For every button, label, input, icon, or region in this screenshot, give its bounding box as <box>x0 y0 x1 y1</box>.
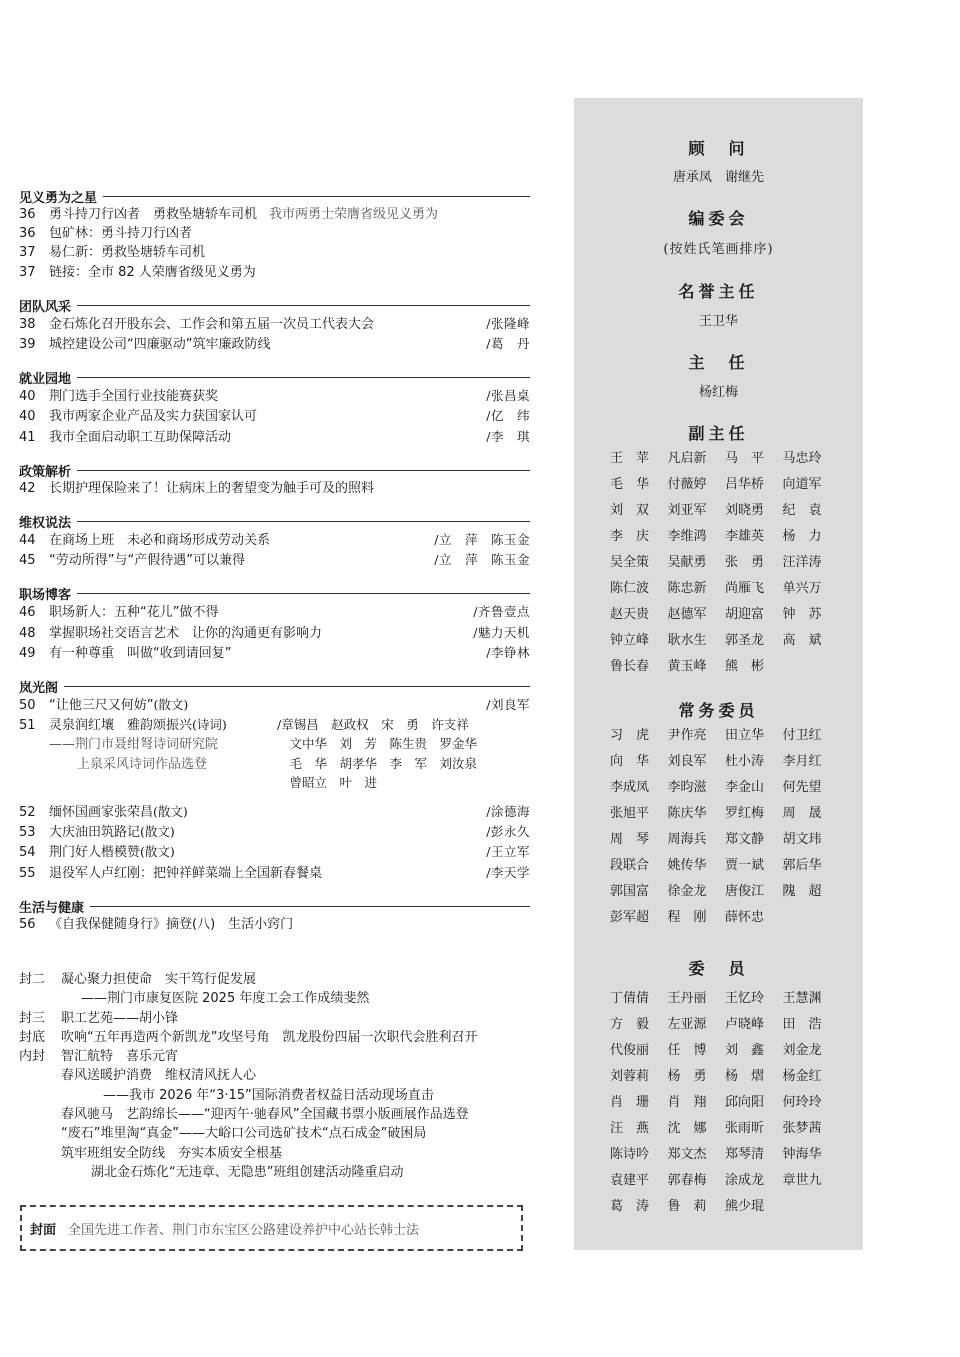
board-member-name: 王 苹 <box>610 451 650 466</box>
entry-title <box>49 428 486 447</box>
board-member-name: 钟立峰 <box>610 633 650 648</box>
board-member-name: 邱向阳 <box>725 1095 765 1110</box>
committee-heading: 编委会 <box>688 209 749 228</box>
deputy-heading: 副主任 <box>688 424 749 443</box>
board-member-name: 郑文静 <box>725 832 765 847</box>
entry-title-text: 《自我保健随身行》摘登(八) 生活小窍门 <box>49 916 294 932</box>
board-member-name: 钟海华 <box>782 1147 822 1162</box>
board-member-name: 黄玉峰 <box>667 659 707 674</box>
toc-row <box>19 263 530 282</box>
entry-title-text: 易仁新：勇救坠塘轿车司机 <box>49 245 206 261</box>
board-member-name: 陈庆华 <box>667 806 707 821</box>
poem-author-line: /章锡昌 赵政权 宋 勇 许支祥 <box>277 717 469 733</box>
board-member-name: 刘 双 <box>610 503 650 518</box>
board-member-name: 代俊丽 <box>610 1043 650 1058</box>
board-member-name: 肖 翔 <box>667 1095 707 1110</box>
poem-left <box>19 715 277 792</box>
poem-subtitle-1: ——荆门市聂绀弩诗词研究院 <box>49 737 219 753</box>
board-member-name: 葛 涛 <box>610 1199 650 1214</box>
board-member-name: 李 庆 <box>610 529 650 544</box>
board-member-name: 何玲玲 <box>782 1095 822 1110</box>
entry-title <box>49 263 530 282</box>
entry-author: /立 萍 陈玉金 <box>434 532 530 548</box>
entry-author: /王立军 <box>486 844 530 860</box>
section-rule <box>77 521 530 522</box>
board-member-name: 鲁长春 <box>610 659 650 674</box>
section-title: 团队风采 <box>19 299 72 315</box>
page-number: 45 <box>19 553 36 569</box>
board-member-name: 单兴万 <box>782 581 822 596</box>
poem-subtitle-2: 上泉采风诗词作品选登 <box>77 756 208 772</box>
cover-title: 智汇航特 喜乐元宵 <box>61 1049 179 1065</box>
section-title: 岚光阁 <box>19 681 59 697</box>
board-member-name: 周 琴 <box>610 832 650 847</box>
poem-author-line: 曾昭立 叶 进 <box>277 774 378 790</box>
section-heading <box>19 513 530 530</box>
entry-author: /葛 丹 <box>486 336 530 352</box>
entry-title <box>49 315 486 334</box>
entry-title <box>49 695 486 715</box>
toc-row <box>19 602 530 622</box>
board-member-name: 杨金红 <box>782 1069 822 1084</box>
entry-genre: (诗词) <box>192 717 227 733</box>
toc-row <box>19 695 530 715</box>
section-title: 就业园地 <box>19 372 72 388</box>
entry-title-text: “劳动所得”与“产假待遇”可以兼得 <box>49 553 245 569</box>
page-number: 51 <box>19 718 36 734</box>
board-member-name: 徐金龙 <box>667 884 707 899</box>
board-member-name: 王慧渊 <box>782 991 822 1006</box>
toc-row <box>19 863 530 883</box>
entry-title <box>49 243 530 262</box>
board-member-name: 李昀滋 <box>667 780 707 795</box>
poem-title-row <box>19 715 277 735</box>
section-heading <box>19 188 530 205</box>
entry-title-text: 有一种尊重 叫做“收到请回复” <box>49 645 232 661</box>
page-number: 39 <box>19 337 36 353</box>
board-member-name: 贾一斌 <box>725 858 765 873</box>
entry-title <box>49 864 486 883</box>
board-member-name: 罗红梅 <box>725 806 765 821</box>
entry-title <box>49 915 530 934</box>
entry-author: /魅力天机 <box>473 624 530 640</box>
page-number: 44 <box>19 533 36 549</box>
entry-title <box>49 842 486 862</box>
standing-grid <box>610 723 840 931</box>
toc-section-languangge <box>19 678 530 883</box>
page-number: 53 <box>19 825 36 841</box>
board-member-name: 田立华 <box>725 728 765 743</box>
board-member-name: 丁倩倩 <box>610 991 650 1006</box>
poem-authors <box>277 715 530 792</box>
toc-section <box>19 513 530 570</box>
section-rule <box>64 686 530 687</box>
board-member-name: 付卫红 <box>782 728 822 743</box>
entry-title-text: 包矿林：勇斗持刀行凶者 <box>49 226 193 242</box>
toc-row <box>19 243 530 262</box>
board-member-name: 凡启新 <box>667 451 707 466</box>
honorary-heading: 名誉主任 <box>678 282 759 301</box>
cover-label: 封二 <box>19 972 46 987</box>
page-number: 52 <box>19 805 36 821</box>
cover-note-text: 全国先进工作者、荆门市东宝区公路建设养护中心站长韩士法 <box>68 1222 420 1238</box>
board-member-name: 杜小涛 <box>725 754 765 769</box>
page-number: 36 <box>19 207 36 222</box>
toc-row <box>19 205 530 224</box>
section-rule <box>103 196 530 197</box>
cover-title: 凝心聚力担使命 实干笃行促发展 <box>61 972 257 987</box>
entry-title-text: 我市两家企业产品及实力获国家认可 <box>49 409 258 425</box>
board-member-name: 毛 华 <box>610 477 650 492</box>
board-member-name: 田 浩 <box>782 1017 822 1032</box>
entry-genre: (散文) <box>153 804 188 820</box>
entry-title <box>49 479 530 498</box>
entry-subtitle: 我市两勇士荣膺省级见义勇为 <box>269 207 439 222</box>
board-member-name: 胡迎富 <box>725 607 765 622</box>
board-member-name: 陈仁波 <box>610 581 650 596</box>
board-member-name: 纪 袁 <box>782 503 822 518</box>
board-member-name: 杨 勇 <box>667 1069 707 1084</box>
cover-note-label: 封面 <box>30 1222 57 1238</box>
board-member-name: 钟 苏 <box>782 607 822 622</box>
poem-entry <box>19 715 530 792</box>
entry-title-text: 荆门选手全国行业技能赛获奖 <box>49 389 219 405</box>
page-number: 36 <box>19 226 36 242</box>
board-member-name: 王丹丽 <box>667 991 707 1006</box>
section-rule <box>77 470 530 471</box>
toc-section-health <box>19 898 530 934</box>
toc-row <box>19 224 530 243</box>
entry-title-text: 缅怀国画家张荣昌 <box>49 805 154 821</box>
board-member-name: 鲁 莉 <box>667 1199 707 1214</box>
board-member-name: 左亚源 <box>667 1017 707 1032</box>
board-member-name: 王忆玲 <box>725 991 765 1006</box>
entry-title-text: 大庆油田筑路记 <box>49 825 141 841</box>
entry-title <box>49 407 486 426</box>
entry-genre: (散文) <box>140 824 175 840</box>
board-member-name: 赵天贵 <box>610 607 650 622</box>
entry-author: /立 萍 陈玉金 <box>434 552 530 568</box>
board-member-name: 刘 鑫 <box>725 1043 765 1058</box>
toc-row <box>19 334 530 354</box>
page-number: 38 <box>19 316 36 332</box>
board-member-name: 胡文玮 <box>782 832 822 847</box>
cover-row <box>19 1009 530 1028</box>
toc-row <box>19 314 530 334</box>
editorial-board-panel <box>574 98 863 1250</box>
entry-title <box>49 205 530 224</box>
board-member-name: 李月红 <box>782 754 822 769</box>
members-heading: 委 员 <box>688 959 749 978</box>
section-heading <box>19 462 530 479</box>
board-member-name: 吴献勇 <box>667 555 707 570</box>
entry-title-text: 掌握职场社交语言艺术 让你的沟通更有影响力 <box>49 625 323 641</box>
board-member-name: 李成凤 <box>610 780 650 795</box>
toc-row <box>19 623 530 643</box>
director-name: 杨红梅 <box>698 385 738 400</box>
entry-title-text: 退役军人卢红刚：把钟祥鲜菜端上全国新春餐桌 <box>49 865 323 881</box>
board-member-name: 何先望 <box>782 780 822 795</box>
entry-title <box>49 644 486 663</box>
toc-row <box>19 386 530 406</box>
entry-author: /齐鲁壹点 <box>473 604 530 620</box>
board-member-name: 彭军超 <box>610 910 650 925</box>
cover-row <box>19 1028 530 1047</box>
entry-title <box>49 802 486 822</box>
cover-label: 内封 <box>19 1049 46 1065</box>
board-member-name: 郑琴清 <box>725 1147 765 1162</box>
page-number: 49 <box>19 645 36 661</box>
toc-row <box>19 530 530 550</box>
entry-author: /彭永久 <box>486 824 530 840</box>
board-member-name: 李金山 <box>725 780 765 795</box>
entry-title-text: “让他三尺又何妨” <box>49 698 154 714</box>
board-member-name: 郭圣龙 <box>725 633 765 648</box>
section-title: 见义勇为之星 <box>19 191 98 206</box>
board-member-name: 陈忠新 <box>667 581 707 596</box>
entry-title <box>49 603 473 622</box>
board-member-name: 吕华桥 <box>725 477 765 492</box>
entry-genre: (散文) <box>140 844 175 860</box>
cover-line: 春风驰马 艺韵绵长——“迎丙午·驰春风”全国藏书票小版画展作品选登 <box>61 1107 469 1123</box>
entry-title <box>49 531 434 550</box>
entry-title <box>49 224 530 243</box>
toc-row <box>19 842 530 862</box>
board-member-name: 向 华 <box>610 754 650 769</box>
board-member-name: 隗 超 <box>782 884 822 899</box>
cover-label: 封底 <box>19 1029 46 1045</box>
entry-genre: (散文) <box>153 697 189 713</box>
entry-title-text: 长期护理保险来了！让病床上的奢望变为触手可及的照料 <box>49 480 375 496</box>
board-member-name: 方 毅 <box>610 1017 650 1032</box>
page-number: 42 <box>19 480 36 496</box>
page-number: 55 <box>19 865 36 881</box>
section-title: 政策解析 <box>19 464 72 480</box>
entry-title-text: 职场新人：五种“花儿”做不得 <box>49 605 219 621</box>
board-member-name: 涂成龙 <box>725 1173 765 1188</box>
toc-row <box>19 427 530 447</box>
board-member-name: 赵德军 <box>667 607 707 622</box>
board-member-name: 熊 彬 <box>725 659 765 674</box>
page-number: 48 <box>19 625 36 641</box>
entry-author: /李 琪 <box>486 428 530 444</box>
board-member-name: 刘晓勇 <box>725 503 765 518</box>
entry-author: /张隆峰 <box>486 315 530 331</box>
board-member-name: 郭春梅 <box>667 1173 707 1188</box>
board-member-name: 耿水生 <box>667 633 707 648</box>
entry-title <box>49 335 486 354</box>
section-heading <box>19 585 530 602</box>
cover-label: 封三 <box>19 1010 46 1026</box>
board-member-name: 张 勇 <box>725 555 765 570</box>
board-member-name: 唐俊江 <box>725 884 765 899</box>
section-title: 职场博客 <box>19 588 72 604</box>
entry-title-text: 荆门好人楷模赞 <box>49 845 141 861</box>
board-member-name: 李雄英 <box>725 529 765 544</box>
entry-title-text: 链接：全市 82 人荣膺省级见义勇为 <box>49 264 256 280</box>
cover-line: 春风送暖护消费 维权清风抚人心 <box>61 1068 257 1084</box>
board-member-name: 熊少琨 <box>725 1199 765 1214</box>
honorary-name: 王卫华 <box>698 314 738 329</box>
board-member-name: 习 虎 <box>610 728 650 743</box>
entry-title <box>49 551 434 570</box>
board-member-name: 刘亚军 <box>667 503 707 518</box>
section-rule <box>90 906 530 907</box>
board-member-name: 刘蓉莉 <box>610 1069 650 1084</box>
page-number: 54 <box>19 845 36 861</box>
entry-author: /涂德海 <box>486 804 530 820</box>
section-rule <box>77 305 530 306</box>
board-member-name: 郭国富 <box>610 884 650 899</box>
page-number: 41 <box>19 429 36 445</box>
toc-row <box>19 406 530 426</box>
page-number: 37 <box>19 245 36 261</box>
director-heading: 主 任 <box>688 353 749 372</box>
toc-row <box>19 643 530 663</box>
board-member-name: 周海兵 <box>667 832 707 847</box>
section-heading <box>19 678 530 695</box>
toc-section <box>19 188 530 282</box>
entry-title <box>49 624 473 643</box>
entry-author: /刘良军 <box>486 697 530 713</box>
board-member-name: 向道军 <box>782 477 822 492</box>
deputy-grid <box>610 446 840 680</box>
board-member-name: 张梦茜 <box>782 1121 822 1136</box>
board-member-name: 袁建平 <box>610 1173 650 1188</box>
page-number: 40 <box>19 409 36 425</box>
cover-sub: ——荆门市康复医院 2025 年度工会工作成绩斐然 <box>81 991 370 1007</box>
toc-row <box>19 822 530 842</box>
board-member-name: 马忠玲 <box>782 451 822 466</box>
board-member-name: 薛怀忠 <box>725 910 765 925</box>
adviser-names: 唐承凤 谢继先 <box>672 170 764 185</box>
cover-row <box>19 970 530 989</box>
board-member-name: 姚传华 <box>667 858 707 873</box>
board-member-name: 肖 珊 <box>610 1095 650 1110</box>
toc-section <box>19 585 530 663</box>
entry-title-text: 灵泉润红壤 雅韵颂振兴 <box>49 718 193 734</box>
board-member-name: 李维鸿 <box>667 529 707 544</box>
standing-heading: 常务委员 <box>678 701 759 720</box>
cover-line: 湖北金石炼化“无违章、无隐患”班组创建活动隆重启动 <box>91 1164 404 1180</box>
board-member-name: 陈诗吟 <box>610 1147 650 1162</box>
board-member-name: 张雨昕 <box>725 1121 765 1136</box>
section-heading <box>19 898 530 915</box>
committee-note: (按姓氏笔画排序) <box>663 242 774 257</box>
toc-row <box>19 479 530 498</box>
page-number: 56 <box>19 916 36 932</box>
entry-title-text: 勇斗持刀行凶者 勇救坠塘轿车司机 <box>49 207 258 222</box>
entry-author: /亿 纬 <box>486 408 530 424</box>
board-member-name: 高 斌 <box>782 633 822 648</box>
board-member-name: 郭后华 <box>782 858 822 873</box>
cover-row <box>19 1047 530 1066</box>
board-member-name: 郑文杰 <box>667 1147 707 1162</box>
board-member-name: 尚雁飞 <box>725 581 765 596</box>
board-member-name: 章世九 <box>782 1173 822 1188</box>
page-number: 37 <box>19 264 36 280</box>
section-heading <box>19 369 530 386</box>
entry-title-text: 我市全面启动职工互助保障活动 <box>49 429 232 445</box>
entry-title <box>49 822 486 842</box>
board-member-name: 尹作亮 <box>667 728 707 743</box>
poem-author-line: 毛 华 胡孝华 李 军 刘汝泉 <box>277 755 478 771</box>
cover-line: “废石”堆里淘“真金”——大峪口公司选矿技术“点石成金”破困局 <box>61 1126 427 1142</box>
page-number: 46 <box>19 605 36 621</box>
cover-title: 吹响“五年再造两个新凯龙”攻坚号角 凯龙股份四届一次职代会胜利召开 <box>61 1029 478 1045</box>
board-member-name: 汪洋涛 <box>782 555 822 570</box>
section-rule <box>77 593 530 594</box>
board-member-name: 杨 力 <box>782 529 822 544</box>
entry-author: /张昌桌 <box>486 388 530 404</box>
entry-title-text: 在商场上班 未必和商场形成劳动关系 <box>49 533 271 549</box>
board-member-name: 张旭平 <box>610 806 650 821</box>
cover-title: 职工艺苑——胡小锋 <box>61 1010 179 1026</box>
board-member-name: 付薇婷 <box>667 477 707 492</box>
entry-title <box>49 715 277 735</box>
page-number: 50 <box>19 698 36 714</box>
board-member-name: 汪 燕 <box>610 1121 650 1136</box>
board-member-name: 沈 娜 <box>667 1121 707 1136</box>
board-member-name: 卢晓峰 <box>725 1017 765 1032</box>
board-member-name: 吴全策 <box>610 555 650 570</box>
board-member-name: 周 晟 <box>782 806 822 821</box>
spacer <box>19 792 530 802</box>
entry-title-text: 城控建设公司“四廉驱动”筑牢廉政防线 <box>49 337 271 353</box>
board-member-name: 程 刚 <box>667 910 707 925</box>
cover-list <box>19 970 530 1182</box>
cover-line: 筑牢班组安全防线 夯实本质安全根基 <box>61 1145 283 1161</box>
toc-row <box>19 802 530 822</box>
toc-section <box>19 369 530 447</box>
adviser-heading: 顾 问 <box>688 139 749 158</box>
entry-author: /李铮林 <box>486 644 530 660</box>
members-grid <box>610 986 840 1220</box>
entry-author: /李天学 <box>486 864 530 880</box>
toc-row <box>19 550 530 570</box>
toc-row <box>19 915 530 934</box>
board-member-name: 刘金龙 <box>782 1043 822 1058</box>
entry-title-text: 金石炼化召开股东会、工作会和第五届一次员工代表大会 <box>49 316 375 332</box>
board-member-name: 任 博 <box>667 1043 707 1058</box>
page-number: 40 <box>19 389 36 405</box>
section-heading <box>19 297 530 314</box>
table-of-contents <box>19 188 530 949</box>
section-rule <box>77 377 530 378</box>
toc-section <box>19 462 530 498</box>
board-member-name: 段联合 <box>610 858 650 873</box>
board-member-name: 杨 熠 <box>725 1069 765 1084</box>
toc-section <box>19 297 530 354</box>
poem-author-line: 文中华 刘 芳 陈生贵 罗金华 <box>277 736 478 752</box>
cover-note <box>20 1205 523 1251</box>
board-member-name: 刘良军 <box>667 754 707 769</box>
board-member-name: 马 平 <box>725 451 765 466</box>
cover-line: ——我市 2026 年“3·15”国际消费者权益日活动现场直击 <box>103 1087 434 1103</box>
section-title: 生活与健康 <box>19 900 85 916</box>
section-title: 维权说法 <box>19 516 72 532</box>
entry-title <box>49 387 486 406</box>
